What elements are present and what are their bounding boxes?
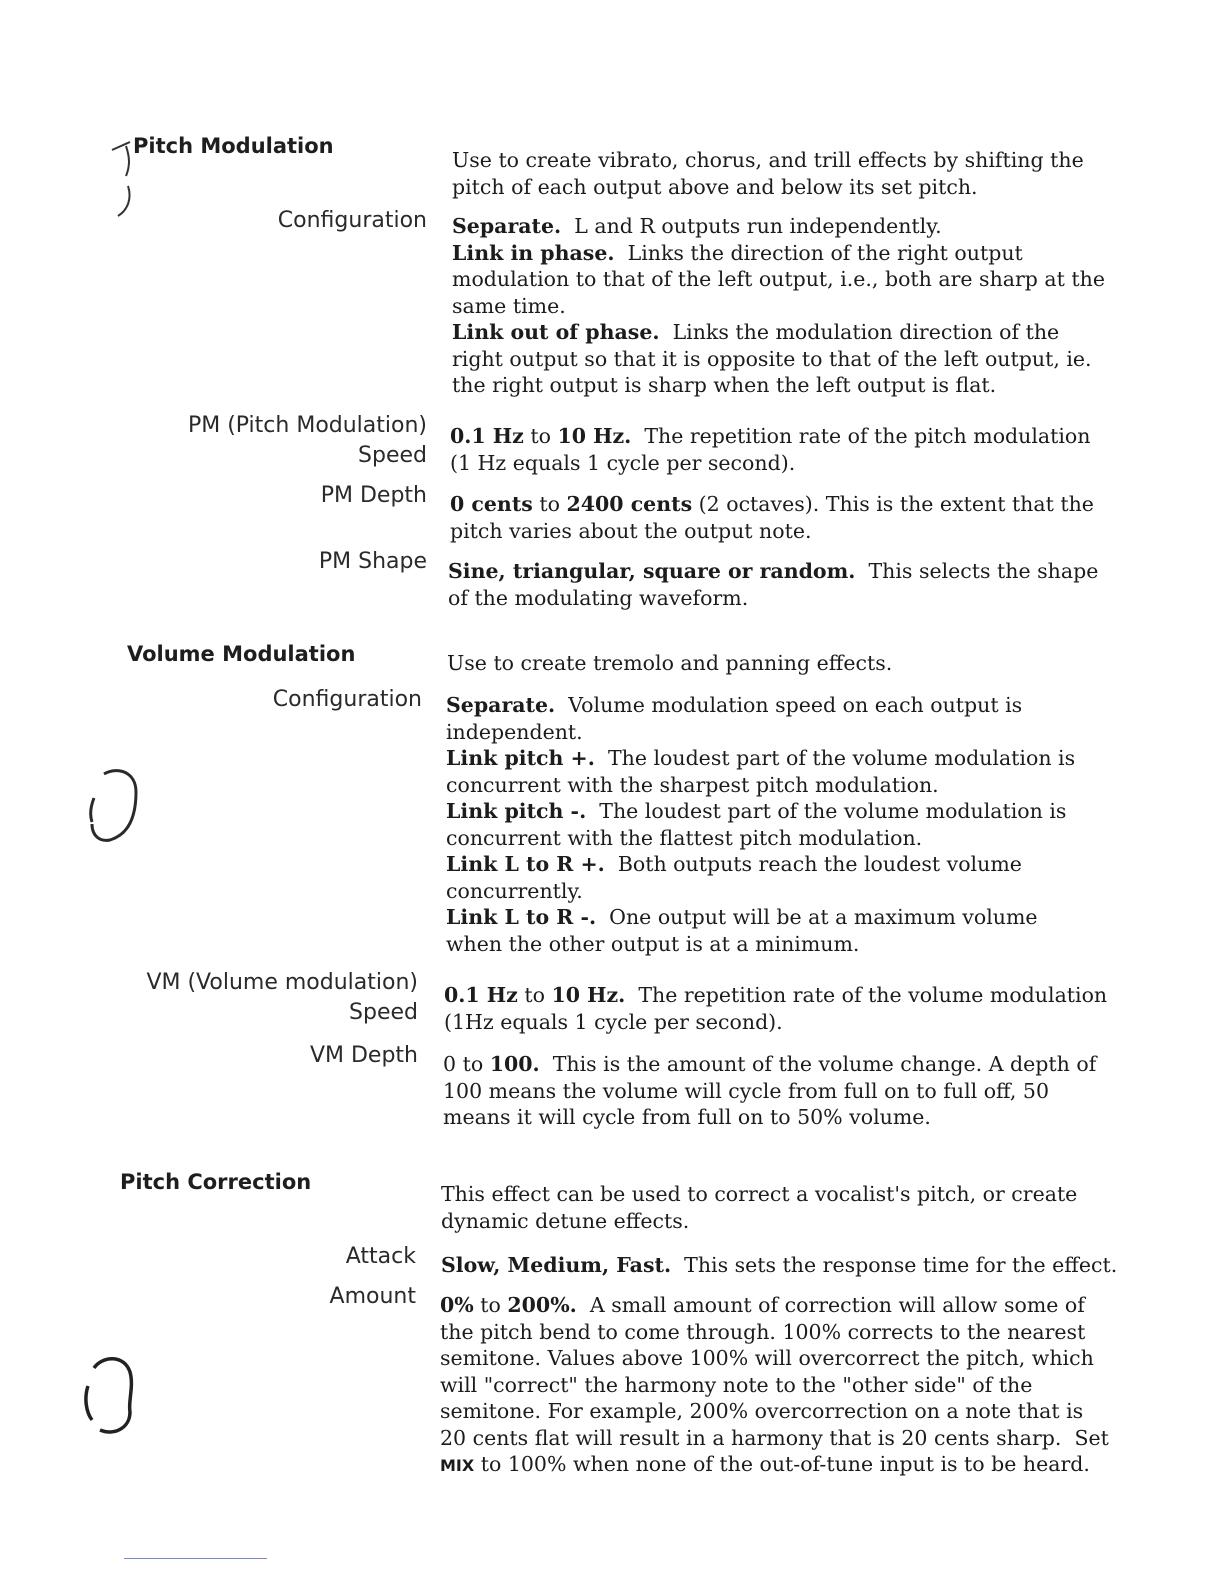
pm-configuration-label: Configuration [277,208,427,233]
pm-speed-description: 0.1 Hz to 10 Hz. The repetition rate of the pitch modulation (1 Hz equals 1 cycle per second). [450,424,1091,475]
volume-modulation-intro: Use to create tremolo and panning effects. [447,651,893,675]
pm-depth-label: PM Depth [320,483,427,508]
punch-hole-mark-bottom [80,1350,140,1440]
vm-configuration-label: Configuration [272,687,422,712]
pm-config-separate: Separate. L and R outputs run independently. [452,214,942,238]
pm-config-out-of-phase: Link out of phase. Links the modulation direction of the right output so that it is opposite to that of the left output, ie. the right output is sharp when the left output is flat. [452,320,1092,397]
mix-parameter: MIX [440,1456,475,1475]
vm-config-lr-plus: Link L to R +. Both outputs reach the loudest volume concurrently. [446,852,1022,903]
vm-speed-label: VM (Volume modulation) Speed [146,970,418,1025]
pitch-correction-title: Pitch Correction [120,1170,312,1194]
punch-hole-mark-middle [84,762,144,852]
vm-configuration-description [446,692,1096,957]
footer-rule [124,1558,267,1559]
pc-amount-description: 0% to 200%. A small amount of correction will allow some of the pitch bend to come through. 100% corrects to the nearest semitone. Values above 100% will overcorrect the pitch, which will "correct" the harmony note to the "other side" of the semitone. For example, 200% overcorrection on a note that is 20 cents flat will result in a harmony that is 20 cents sharp. Set MIX to 100% when none of the out-of-tune input is to be heard. [440,1293,1109,1476]
vm-config-separate: Separate. Volume modulation speed on each output is independent. [446,693,1023,744]
pc-amount-label: Amount [329,1284,416,1309]
vm-depth-description: 0 to 100. This is the amount of the volume change. A depth of 100 means the volume will cycle from full on to full off, 50 means it will cycle from full on to 50% volume. [443,1052,1097,1129]
vm-config-pitch-plus: Link pitch +. The loudest part of the volume modulation is concurrent with the sharpest pitch modulation. [446,746,1076,797]
pc-attack-description: Slow, Medium, Fast. This sets the response time for the effect. [441,1253,1118,1277]
pm-configuration-description [452,213,1112,399]
vm-depth-label: VM Depth [309,1043,418,1068]
pm-shape-description: Sine, triangular, square or random. This selects the shape of the modulating waveform. [448,559,1099,610]
pitch-correction-intro: This effect can be used to correct a vocalist's pitch, or create dynamic detune effects. [441,1182,1078,1233]
vm-config-lr-minus: Link L to R -. One output will be at a maximum volume when the other output is at a minimum. [446,905,1038,956]
vm-speed-description: 0.1 Hz to 10 Hz. The repetition rate of the volume modulation (1Hz equals 1 cycle per second). [444,983,1108,1034]
volume-modulation-title: Volume Modulation [127,642,356,666]
pitch-modulation-title: Pitch Modulation [133,134,334,158]
pc-attack-label: Attack [345,1244,416,1269]
vm-config-pitch-minus: Link pitch -. The loudest part of the volume modulation is concurrent with the flattest pitch modulation. [446,799,1067,850]
pm-depth-description: 0 cents to 2400 cents (2 octaves). This is the extent that the pitch varies about the output note. [450,492,1094,543]
pm-speed-label: PM (Pitch Modulation) Speed [187,413,427,468]
pitch-modulation-intro: Use to create vibrato, chorus, and trill effects by shifting the pitch of each output above and below its set pitch. [452,148,1084,199]
pm-shape-label: PM Shape [318,549,427,574]
pm-config-in-phase: Link in phase. Links the direction of the right output modulation to that of the left output, i.e., both are sharp at the same time. [452,240,1105,318]
